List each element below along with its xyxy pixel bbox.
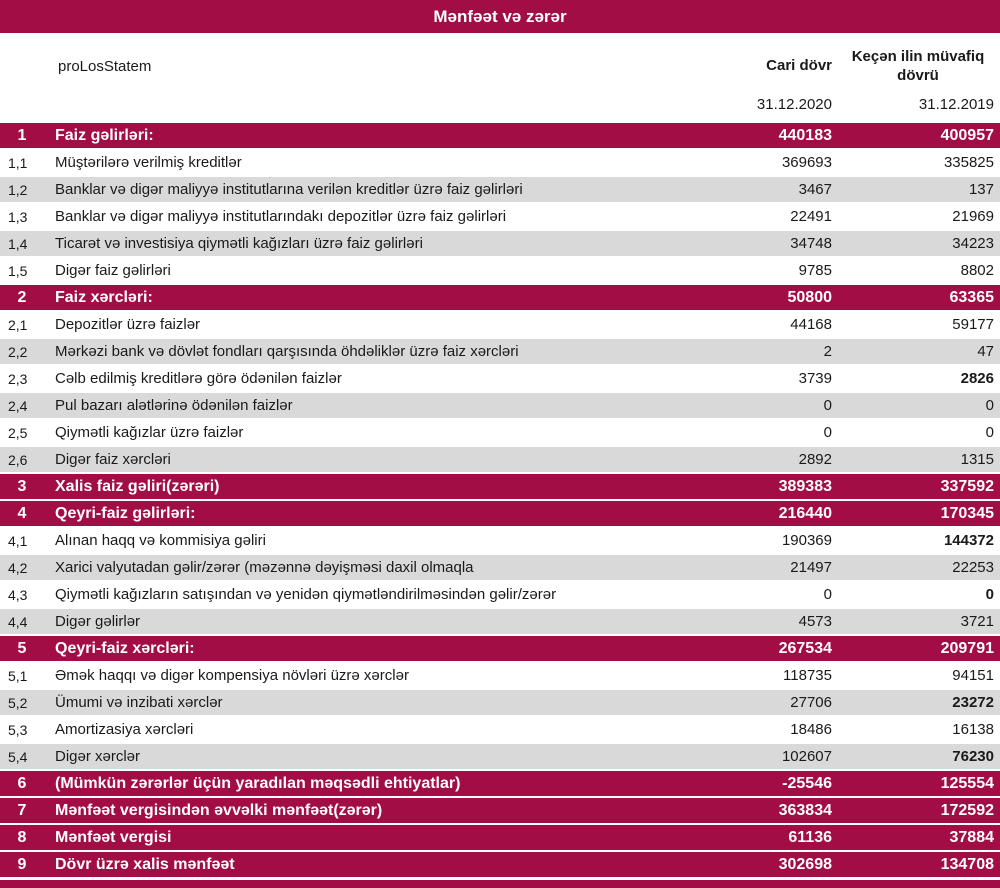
value-previous: 63365 [949,288,994,306]
value-previous: 59177 [952,316,994,333]
value-previous: 23272 [952,694,994,711]
section-row [0,285,1000,312]
value-previous: 22253 [952,559,994,576]
value-current: 34748 [790,235,832,252]
row-number: 5,4 [8,748,28,765]
row-number: 2,1 [8,316,28,333]
row-number: 4,2 [8,559,28,576]
row-label: Qeyri-faiz xərcləri: [55,639,195,657]
value-previous: 125554 [940,774,994,792]
row-label: Mənfəət vergisindən əvvəlki mənfəət(zərər) [55,801,383,819]
row-number: 4 [17,504,27,522]
row-number: 1 [17,126,27,144]
value-previous: 8802 [960,262,994,279]
row-number: 9 [17,855,27,873]
row-number: 1,5 [8,262,28,279]
row-label: Banklar və digər maliyyə institutlarına verilən kreditlər üzrə faiz gəlirləri [55,181,523,198]
value-current: 22491 [790,208,832,225]
row-label: Qiymətli kağızlar üzrə faizlər [55,424,244,441]
value-previous: 76230 [952,748,994,765]
table-row [0,366,1000,393]
value-current: 3467 [798,181,832,198]
row-number: 7 [17,801,27,819]
section-row [0,501,1000,528]
value-current: 2 [823,343,832,360]
table-row [0,555,1000,582]
row-label: Mənfəət vergisi [55,828,172,846]
value-previous: 0 [985,586,994,603]
section-row [0,771,1000,798]
value-current: 50800 [787,288,832,306]
column-header-current-period: Cari dövr [766,57,832,75]
row-label: Amortizasiya xərcləri [55,721,194,738]
value-current: 0 [823,424,832,441]
value-current: 369693 [781,154,832,171]
row-number: 8 [17,828,27,846]
value-current: 4573 [798,613,832,630]
value-previous: 172592 [940,801,994,819]
previous-period-date: 31.12.2019 [918,95,994,113]
row-number: 5 [17,639,27,657]
row-number: 2,5 [8,424,28,441]
row-label: Cəlb edilmiş kreditlərə görə ödənilən faizlər [55,370,342,387]
value-current: 0 [823,586,832,603]
value-previous: 94151 [952,667,994,684]
table-row [0,717,1000,744]
row-number: 5,3 [8,721,28,738]
value-previous: 144372 [943,532,994,549]
value-previous: 0 [985,397,994,414]
value-previous: 21969 [952,208,994,225]
row-label: Mərkəzi bank və dövlət fondları qarşısında öhdəliklər üzrə faiz xərcləri [55,343,519,360]
section-row [0,798,1000,825]
table-row [0,420,1000,447]
value-current: 267534 [778,639,832,657]
value-previous: 337592 [940,477,994,495]
value-current: -25546 [782,774,832,792]
value-current: 44168 [790,316,832,333]
table-row [0,528,1000,555]
row-label: Ümumi və inzibati xərclər [55,694,223,711]
section-row [0,825,1000,852]
row-label: Pul bazarı alətlərinə ödənilən faizlər [55,397,293,414]
value-current: 9785 [798,262,832,279]
value-previous: 209791 [940,639,994,657]
row-number: 2 [17,288,27,306]
table-row [0,393,1000,420]
row-label: Banklar və digər maliyyə institutlarındakı depozitlər üzrə faiz gəlirləri [55,208,507,225]
value-previous: 0 [985,424,994,441]
value-current: 389383 [778,477,832,495]
value-previous: 47 [977,343,994,360]
value-current: 190369 [781,532,832,549]
row-label: Dövr üzrə xalis mənfəət [55,855,235,873]
value-previous: 34223 [952,235,994,252]
table-row [0,690,1000,717]
value-previous: 37884 [949,828,994,846]
row-label: Faiz xərcləri: [55,288,153,306]
row-label: Alınan haqq və kommisiya gəliri [55,532,266,549]
row-number: 6 [17,774,27,792]
current-period-date: 31.12.2020 [756,95,832,113]
row-number: 2,6 [8,451,28,468]
table-row [0,582,1000,609]
table-row [0,231,1000,258]
row-label: Digər faiz gəlirləri [55,262,171,279]
row-label: Depozitlər üzrə faizlər [55,316,201,333]
row-number: 4,4 [8,613,28,630]
row-label: Digər faiz xərcləri [55,451,171,468]
value-current: 3739 [798,370,832,387]
value-previous: 3721 [960,613,994,630]
row-number: 2,2 [8,343,28,360]
row-label: Ticarət və investisiya qiymətli kağızları üzrə faiz gəlirləri [55,235,423,252]
row-label: Müştərilərə verilmiş kreditlər [55,154,242,171]
value-current: 61136 [788,828,832,846]
value-previous: 335825 [943,154,994,171]
table-row [0,447,1000,474]
statement-rows [0,123,1000,879]
row-label: (Mümkün zərərlər üçün yaradılan məqsədli ehtiyatlar) [55,774,461,792]
value-previous: 170345 [940,504,994,522]
row-label: Qiymətli kağızların satışından və yenidən qiymətləndirilməsindən gəlir/zərər [55,586,557,603]
row-label: Xalis faiz gəliri(zərəri) [55,477,220,495]
page-title: Mənfəət və zərər [0,0,1000,33]
row-number: 3 [17,477,27,495]
table-row [0,609,1000,636]
row-number: 5,2 [8,694,28,711]
value-current: 302698 [778,855,832,873]
value-current: 363834 [778,801,832,819]
value-previous: 134708 [940,855,994,873]
value-current: 2892 [798,451,832,468]
value-current: 18486 [790,721,832,738]
table-row [0,744,1000,771]
value-current: 0 [823,397,832,414]
section-row [0,474,1000,501]
value-current: 21497 [790,559,832,576]
value-previous: 1315 [960,451,994,468]
row-label: Digər gəlirlər [55,613,141,630]
row-number: 1,3 [8,208,28,225]
row-number: 2,3 [8,370,28,387]
row-number: 5,1 [8,667,28,684]
section-row [0,636,1000,663]
value-current: 216440 [778,504,832,522]
table-row [0,150,1000,177]
value-previous: 400957 [940,126,994,144]
footer-bar [0,880,1000,888]
value-current: 27706 [790,694,832,711]
row-label: Qeyri-faiz gəlirləri: [55,504,196,522]
section-row [0,123,1000,150]
value-current: 102607 [781,748,832,765]
column-header-previous-period: Keçən ilin müvafiq dövrü [851,47,985,84]
table-row [0,663,1000,690]
row-number: 1,1 [8,154,28,171]
row-number: 4,1 [8,532,28,549]
row-number: 1,4 [8,235,28,252]
table-row [0,177,1000,204]
table-row [0,339,1000,366]
value-current: 118735 [783,667,832,684]
table-row [0,312,1000,339]
value-previous: 2826 [960,370,994,387]
row-number: 1,2 [8,181,28,198]
row-label: Faiz gəlirləri: [55,126,154,144]
row-label: Xarici valyutadan gəlir/zərər (məzənnə dəyişməsi daxil olmaqla [55,559,474,576]
row-label: Digər xərclər [55,748,141,765]
section-row [0,852,1000,879]
table-row [0,204,1000,231]
value-previous: 16138 [952,721,994,738]
statement-code-label: proLosStatem [58,57,152,75]
row-number: 4,3 [8,586,28,603]
row-number: 2,4 [8,397,28,414]
row-label: Əmək haqqı və digər kompensiya növləri üzrə xərclər [55,667,409,684]
value-current: 440183 [778,126,832,144]
value-previous: 137 [968,181,994,198]
table-row [0,258,1000,285]
table-header [0,33,1000,117]
